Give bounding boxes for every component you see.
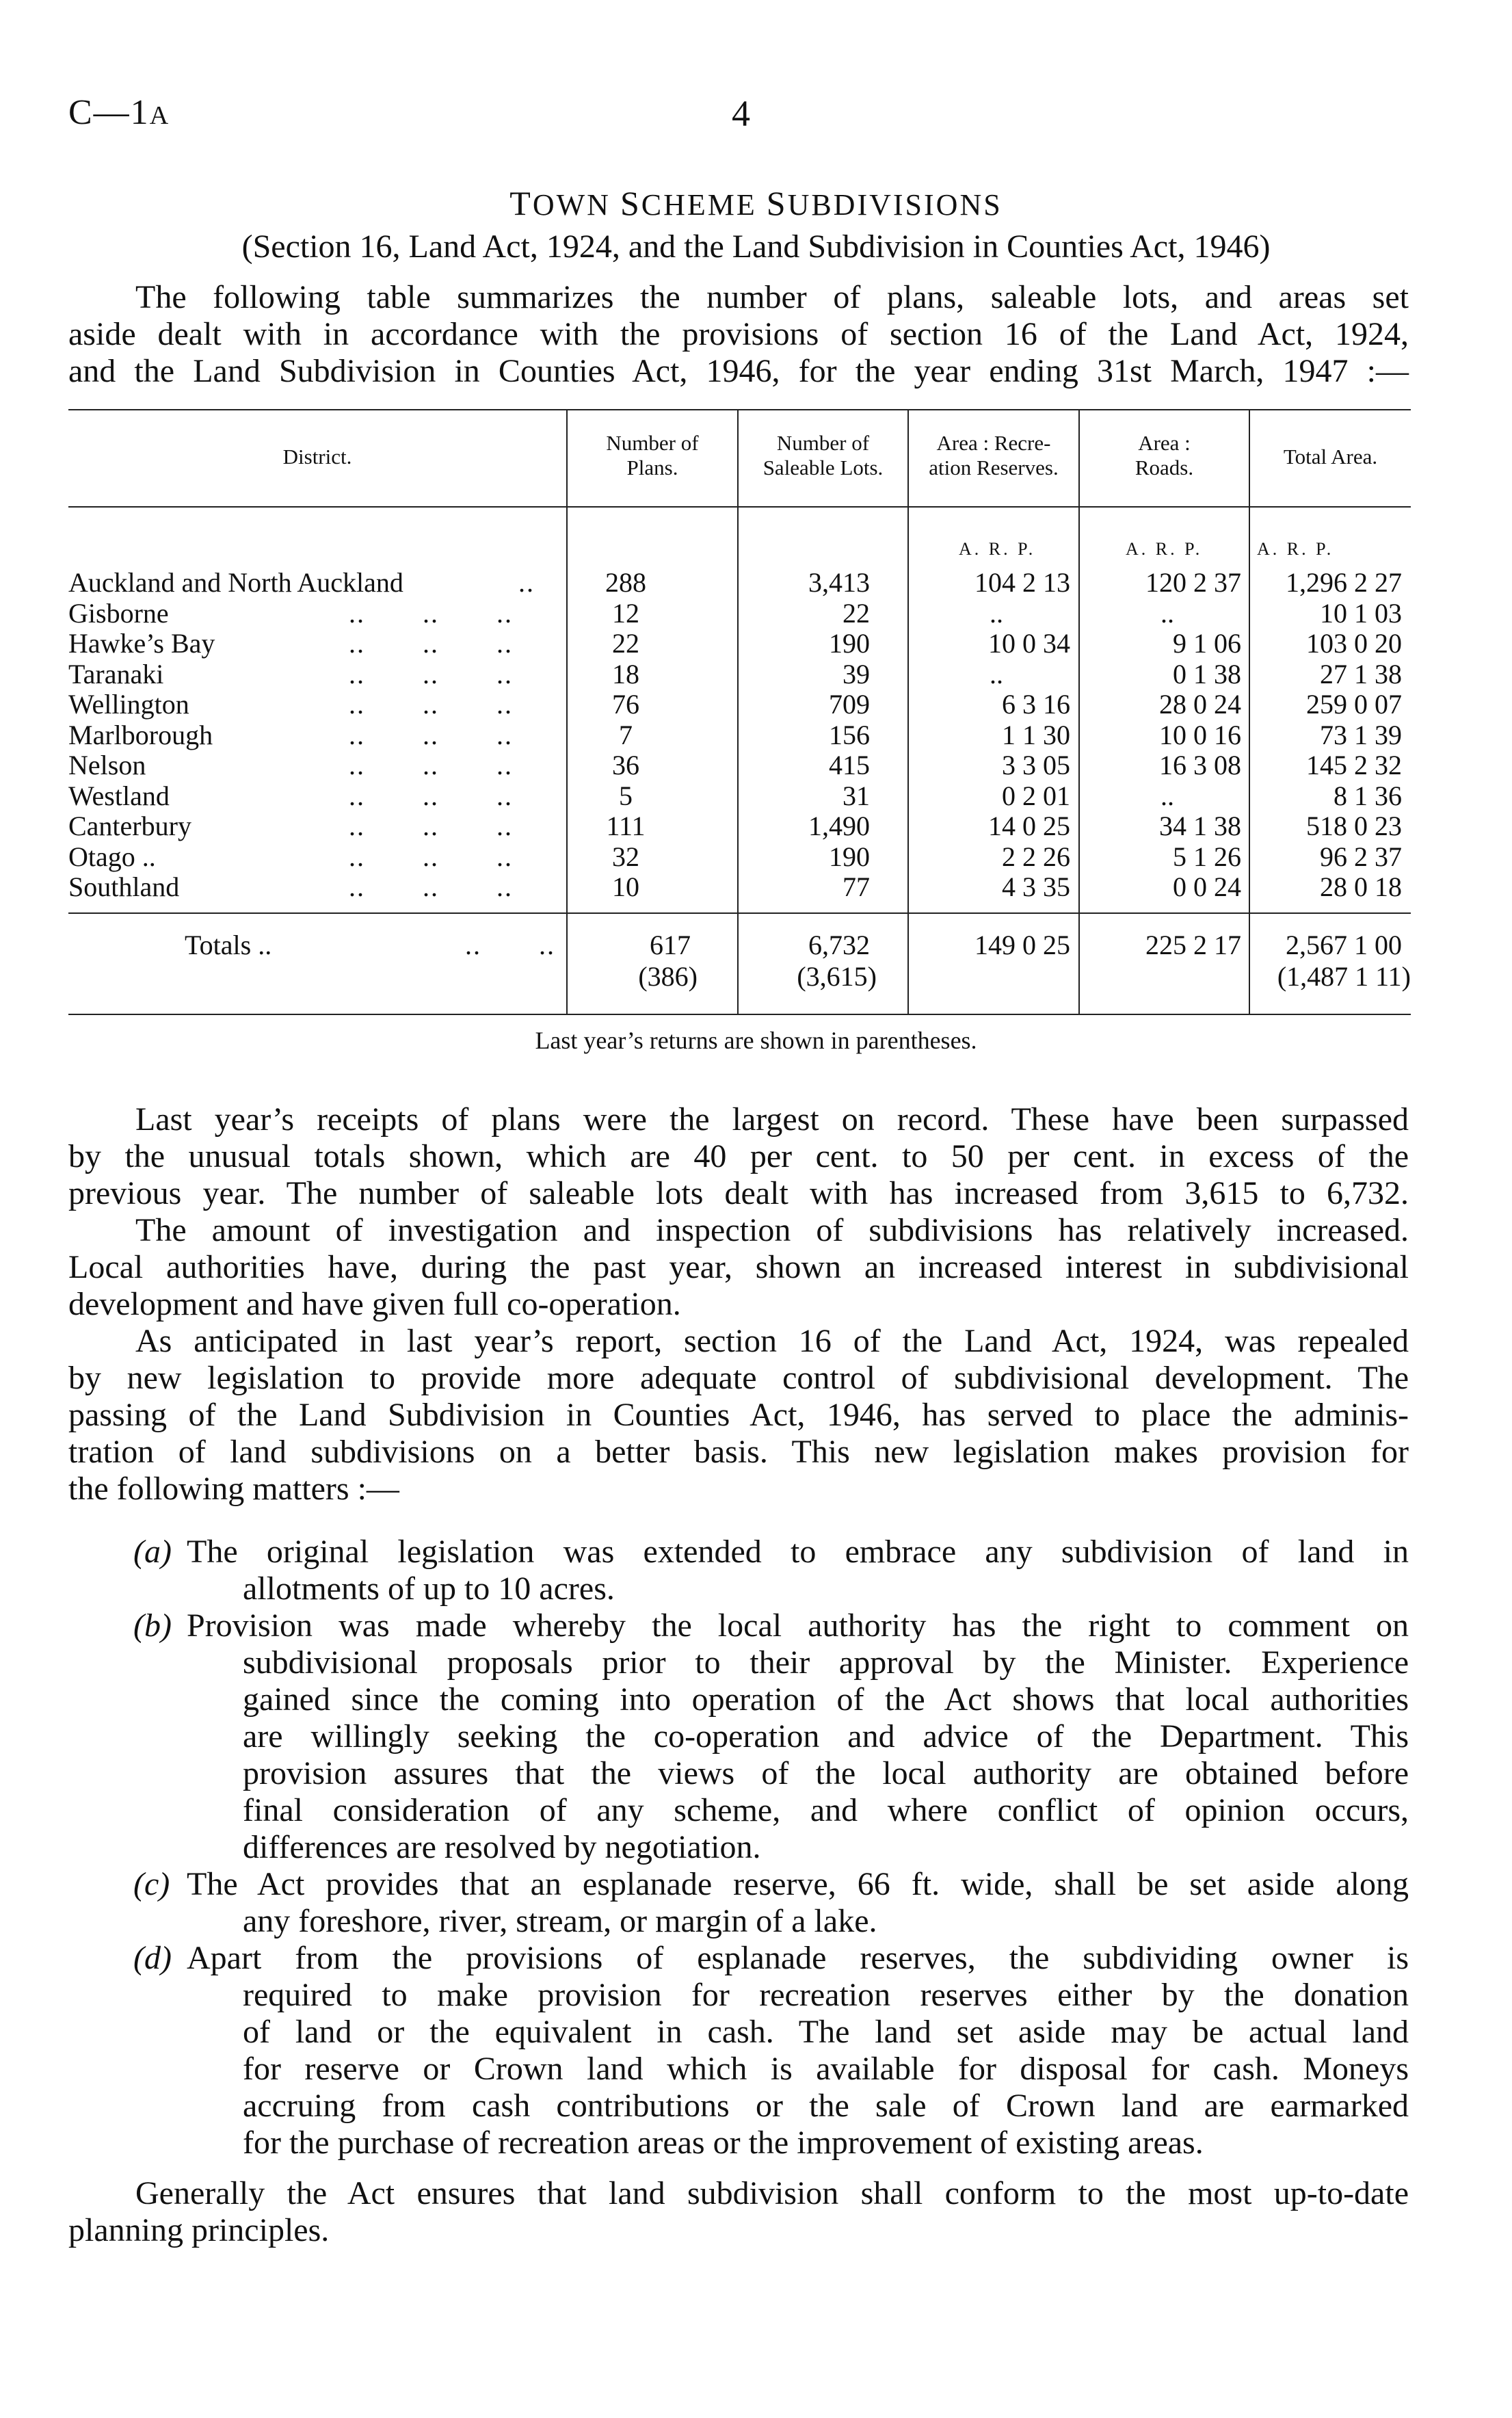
totals-reserves: 149 0 25 — [974, 930, 1070, 960]
totals-label: Totals .. — [185, 930, 272, 960]
row-district: Auckland and North Auckland — [68, 567, 403, 598]
row-lots: 3,413 — [808, 567, 870, 598]
header-roads: Area : Roads. — [1135, 431, 1194, 479]
page-subtitle: (Section 16, Land Act, 1924, and the Land Subdivision in Counties Act, 1946) — [241, 228, 1271, 265]
row-total: 96 2 37 — [1320, 841, 1402, 872]
row-plans: 10 — [612, 871, 639, 902]
row-reserves: 6 3 16 — [1002, 689, 1070, 720]
leader-dots: .. .. .. — [349, 780, 513, 811]
row-reserves: 1 1 30 — [1002, 719, 1070, 750]
row-lots: 31 — [843, 780, 870, 811]
provision-label: (b) — [133, 1607, 172, 1644]
row-total: 10 1 03 — [1320, 597, 1402, 629]
provision-line: for the purchase of recreation areas or the improvement of existing areas. — [243, 2125, 1204, 2161]
leader-dots: .. .. .. — [349, 719, 513, 750]
provision-text — [187, 1534, 1409, 1607]
row-lots: 190 — [829, 628, 870, 659]
row-reserves: 0 2 01 — [1002, 780, 1070, 811]
report-reference: C—1A — [68, 93, 170, 132]
provision-line: final consideration of any scheme, and where conflict of opinion occurs, — [243, 1792, 1409, 1828]
row-roads: 9 1 06 — [1173, 628, 1241, 659]
row-plans: 22 — [612, 628, 639, 659]
row-district: Nelson — [68, 750, 146, 780]
unit-label: A. R. P. — [1126, 539, 1203, 559]
table-top-rule — [68, 409, 1411, 410]
totals-lots-prev: (3,615) — [797, 961, 877, 992]
row-district: Southland — [68, 871, 180, 902]
row-roads: 5 1 26 — [1173, 841, 1241, 872]
row-district: Otago .. — [68, 841, 156, 872]
row-plans: 111 — [606, 811, 646, 841]
row-reserves: 104 2 13 — [974, 567, 1070, 598]
leader-dots: .. .. .. — [349, 628, 513, 659]
subdivision-table: District. Number of Plans. Number of Saleable Lots. Area : Recre- ation Reserves. Area : Roads. Total Area. A. R. P. A. R. P. A. R. P. Auckland and North Auckland .. 288 3,413 104 2 13 120 2 37 1,296 2 27 Gisborne .. .. .. 12 22 .. .. 10 1 03 Hawke’s Bay .. .. .. 22 190 10 0 34 9 1 06 103 0 20 Taranaki .. .. .. 18 39 .. 0 1 38 27 1 38 Wellington .. .. .. 76 709 6 3 16 28 0 24 259 0 07 Marlborough .. .. .. 7 156 1 1 30 10 0 16 73 1 39 Nelson .. .. .. 36 415 3 3 05 16 3 08 145 2 32 Westland .. .. .. 5 31 0 2 01 .. 8 1 36 Canterbury .. .. .. 111 1,490 14 0 25 34 1 38 518 0 23 Otago .. .. .. .. 32 190 2 2 26 5 1 26 96 2 37 Southland .. .. .. 10 77 4 3 35 0 0 24 28 0 18 Totals .. .. .. 617 (386) 6,732 (3,615) 149 0 25 225 2 17 2,567 1 00 (1,487 1 11) — [68, 409, 1411, 1016]
provision-line: gained since the coming into operation of the Act shows that local authorities — [243, 1681, 1409, 1718]
row-lots: 415 — [829, 750, 870, 780]
row-roads: .. — [1160, 780, 1174, 811]
provision-line: of land or the equivalent in cash. The land set aside may be actual land — [243, 2014, 1409, 2050]
leader-dots: .. — [518, 567, 535, 598]
row-reserves: 10 0 34 — [988, 628, 1070, 659]
row-total: 145 2 32 — [1306, 750, 1402, 780]
leader-dots: .. .. .. — [349, 689, 513, 720]
row-roads: 16 3 08 — [1159, 750, 1241, 780]
provision-label: (a) — [133, 1534, 172, 1570]
row-roads: 120 2 37 — [1145, 567, 1241, 598]
row-roads: 10 0 16 — [1159, 719, 1241, 750]
row-plans: 5 — [619, 780, 633, 811]
page-title: TOWN SCHEME SUBDIVISIONS — [509, 184, 1003, 222]
header-district: District. — [282, 445, 352, 469]
header-total: Total Area. — [1283, 445, 1378, 469]
row-total: 518 0 23 — [1306, 811, 1402, 841]
row-district: Westland — [68, 780, 170, 811]
row-roads: .. — [1160, 597, 1174, 629]
row-plans: 12 — [612, 597, 639, 629]
provision-line: for reserve or Crown land which is available for disposal for cash. Moneys — [243, 2051, 1409, 2087]
row-plans: 36 — [612, 750, 639, 780]
row-district: Taranaki — [68, 658, 164, 689]
row-reserves: 14 0 25 — [988, 811, 1070, 841]
paragraph-conclusion: Generally the Act ensures that land subdivision shall conform to the most up-to-date planning principles. — [68, 2175, 1409, 2248]
totals-area-prev: (1,487 1 11) — [1277, 961, 1411, 992]
header-lots: Number of Saleable Lots. — [762, 431, 884, 479]
provision-line: allotments of up to 10 acres. — [243, 1571, 615, 1607]
provision-line: provision assures that the views of the local authority are obtained before — [243, 1755, 1409, 1791]
provision-line: differences are resolved by negotiation. — [243, 1829, 761, 1865]
provision-text — [187, 1866, 1409, 1940]
row-total: 1,296 2 27 — [1286, 567, 1402, 598]
provision-line: Provision was made whereby the local authority has the right to comment on — [187, 1607, 1409, 1644]
provision-text — [187, 1607, 1409, 1866]
provision-line: accruing from cash contributions or the sale of Crown land are earmarked — [243, 2088, 1409, 2124]
row-lots: 39 — [843, 658, 870, 689]
table-caption: Last year’s returns are shown in parentheses. — [535, 1027, 977, 1054]
provision-label: (c) — [133, 1866, 170, 1902]
totals-area: 2,567 1 00 — [1286, 930, 1402, 960]
totals-plans: 617 — [650, 930, 691, 960]
row-district: Gisborne — [68, 597, 169, 629]
paragraph-receipts: Last year’s receipts of plans were the largest on record. These have been surpassed by the unusual totals shown, which are 40 per cent. to 50 per cent. in excess of the previous year. The number of saleable lots dealt with has increased from 3,615 to 6,732. — [68, 1101, 1409, 1211]
row-plans: 32 — [612, 841, 639, 872]
provision-line: are willingly seeking the co-operation and advice of the Department. This — [243, 1718, 1409, 1755]
row-lots: 709 — [829, 689, 870, 720]
provision-line: The original legislation was extended to embrace any subdivision of land in — [187, 1534, 1409, 1570]
unit-label: A. R. P. — [959, 539, 1036, 559]
row-total: 73 1 39 — [1320, 719, 1402, 750]
row-roads: 28 0 24 — [1159, 689, 1241, 720]
row-district: Wellington — [68, 689, 189, 720]
provision-line: any foreshore, river, stream, or margin of a lake. — [243, 1903, 877, 1939]
leader-dots: .. .. .. — [349, 597, 513, 629]
row-total: 103 0 20 — [1306, 628, 1402, 659]
provision-text — [187, 1940, 1409, 2161]
row-roads: 0 0 24 — [1173, 871, 1241, 902]
page-number: 4 — [732, 93, 750, 134]
table-bottom-rule — [68, 1014, 1411, 1015]
totals-plans-prev: (386) — [638, 961, 698, 992]
row-lots: 190 — [829, 841, 870, 872]
row-lots: 22 — [843, 597, 870, 629]
provision-label: (d) — [133, 1940, 172, 1976]
row-total: 27 1 38 — [1320, 658, 1402, 689]
row-total: 259 0 07 — [1306, 689, 1402, 720]
row-lots: 156 — [829, 719, 870, 750]
leader-dots: .. .. .. — [349, 841, 513, 872]
leader-dots: .. .. .. — [349, 811, 513, 841]
leader-dots: .. .. .. — [349, 658, 513, 689]
paragraph-investigation: The amount of investigation and inspection of subdivisions has relatively increased. Local authorities have, during the past year, shown an increased interest in subdivisional development and have given full co-operation. — [68, 1212, 1409, 1322]
totals-roads: 225 2 17 — [1145, 930, 1241, 960]
row-roads: 34 1 38 — [1159, 811, 1241, 841]
row-reserves: 3 3 05 — [1002, 750, 1070, 780]
header-plans: Number of Plans. — [606, 431, 699, 479]
table-totals-rule — [68, 912, 1411, 914]
intro-paragraph: The following table summarizes the number of plans, saleable lots, and areas set aside dealt with in accordance with the provisions of section 16 of the Land Act, 1924, and the Land Subdivision in Counties Act, 1946, for the year ending 31st March, 1947 :— — [68, 279, 1409, 389]
row-district: Marlborough — [68, 719, 213, 750]
row-lots: 77 — [843, 871, 870, 902]
row-district: Canterbury — [68, 811, 191, 841]
row-plans: 7 — [619, 719, 633, 750]
row-total: 28 0 18 — [1320, 871, 1402, 902]
paragraph-legislation: As anticipated in last year’s report, section 16 of the Land Act, 1924, was repealed by new legislation to provide more adequate control of subdivisional development. The passing of the Land Subdivision in Counties Act, 1946, has served to place the adminis- tration of land subdivisions on a better basis. This new legislation makes provision for the following matters :— — [68, 1323, 1409, 1507]
row-total: 8 1 36 — [1334, 780, 1402, 811]
row-plans: 18 — [612, 658, 639, 689]
header-reserves: Area : Recre- ation Reserves. — [929, 431, 1059, 479]
provision-line: The Act provides that an esplanade reserve, 66 ft. wide, shall be set aside along — [187, 1866, 1409, 1902]
provision-line: required to make provision for recreation reserves either by the donation — [243, 1977, 1409, 2013]
leader-dots: .. .. .. — [349, 871, 513, 902]
unit-label: A. R. P. — [1257, 539, 1334, 559]
row-reserves: .. — [990, 597, 1003, 629]
leader-dots: .. .. .. — [349, 750, 513, 780]
row-plans: 288 — [605, 567, 646, 598]
row-reserves: 4 3 35 — [1002, 871, 1070, 902]
row-lots: 1,490 — [808, 811, 870, 841]
row-reserves: .. — [990, 658, 1003, 689]
row-roads: 0 1 38 — [1173, 658, 1241, 689]
table-header-rule — [68, 506, 1411, 508]
provision-line: subdivisional proposals prior to their approval by the Minister. Experience — [243, 1644, 1409, 1681]
row-reserves: 2 2 26 — [1002, 841, 1070, 872]
row-plans: 76 — [612, 689, 639, 720]
totals-lots: 6,732 — [808, 930, 870, 960]
row-district: Hawke’s Bay — [68, 628, 215, 659]
provision-line: Apart from the provisions of esplanade reserves, the subdividing owner is — [187, 1940, 1409, 1976]
